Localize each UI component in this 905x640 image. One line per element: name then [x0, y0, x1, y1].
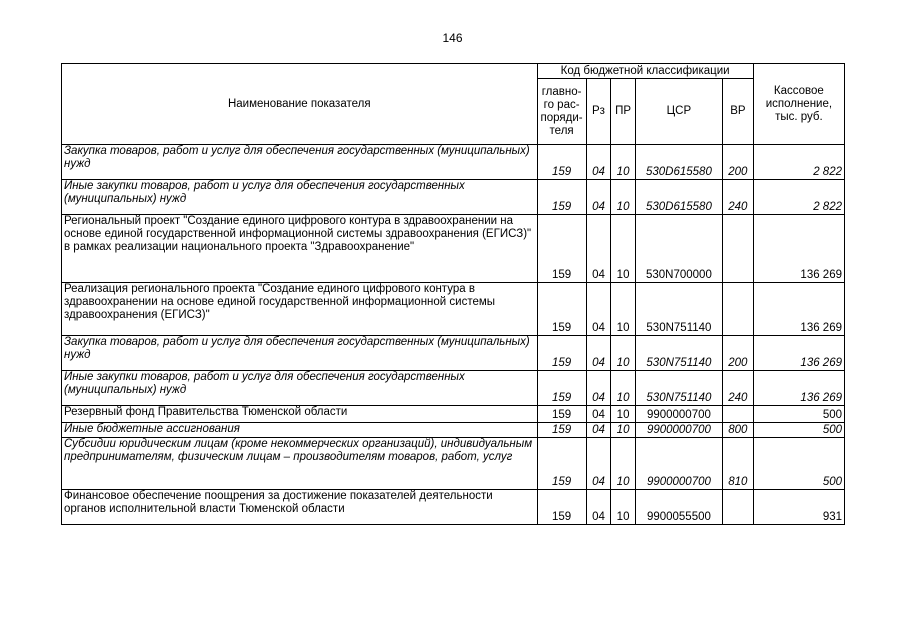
- table-row: [62, 145, 845, 180]
- table-row: [62, 215, 845, 283]
- row-pr: 10: [611, 145, 636, 180]
- row-cash-execution: 136 269: [753, 371, 844, 406]
- row-name: Закупка товаров, работ и услуг для обеспечения государственных (муниципальных) нужд: [62, 336, 538, 371]
- header-budget-code-group: Код бюджетной классификации: [537, 64, 753, 79]
- row-main-manager: 159: [537, 438, 586, 490]
- table-row: [62, 336, 845, 371]
- row-csr: 530N700000: [635, 215, 722, 283]
- row-csr: 9900055500: [635, 490, 722, 525]
- header-vr: ВР: [722, 79, 753, 145]
- row-pr: 10: [611, 438, 636, 490]
- header-csr: ЦСР: [635, 79, 722, 145]
- row-csr: 530N751140: [635, 283, 722, 336]
- row-pr: 10: [611, 336, 636, 371]
- row-cash-execution: 500: [753, 438, 844, 490]
- row-rz: 04: [586, 490, 611, 525]
- row-name: Иные закупки товаров, работ и услуг для обеспечения государственных (муниципальных) нужд: [62, 180, 538, 215]
- row-name: Субсидии юридическим лицам (кроме некоммерческих организаций), индивидуальным предпринимателям, физическим лицам – производителям товаров, работ, услуг: [62, 438, 538, 490]
- budget-table: [61, 63, 845, 525]
- table-row: [62, 283, 845, 336]
- row-name: Закупка товаров, работ и услуг для обеспечения государственных (муниципальных) нужд: [62, 145, 538, 180]
- row-main-manager: 159: [537, 283, 586, 336]
- row-csr: 530D615580: [635, 180, 722, 215]
- row-rz: 04: [586, 145, 611, 180]
- row-rz: 04: [586, 371, 611, 406]
- row-csr: 9900000700: [635, 438, 722, 490]
- header-rz: Рз: [586, 79, 611, 145]
- row-pr: 10: [611, 371, 636, 406]
- row-name: Резервный фонд Правительства Тюменской области: [62, 406, 538, 423]
- row-pr: 10: [611, 180, 636, 215]
- row-vr: [722, 406, 753, 423]
- row-name: Иные закупки товаров, работ и услуг для обеспечения государственных (муниципальных) нужд: [62, 371, 538, 406]
- row-main-manager: 159: [537, 215, 586, 283]
- row-rz: 04: [586, 283, 611, 336]
- row-csr: 530N751140: [635, 336, 722, 371]
- header-main-manager: главно-го рас-поряди-теля: [537, 79, 586, 145]
- row-name: Региональный проект "Создание единого цифрового контура в здравоохранении на основе единой государственной информационной системы здравоохранения (ЕГИСЗ)" в рамках реализации национального проекта "Здравоохранение": [62, 215, 538, 283]
- table-row: [62, 406, 845, 423]
- row-cash-execution: 136 269: [753, 215, 844, 283]
- row-cash-execution: 136 269: [753, 336, 844, 371]
- row-main-manager: 159: [537, 406, 586, 423]
- row-vr: [722, 215, 753, 283]
- table-row: [62, 438, 845, 490]
- row-rz: 04: [586, 336, 611, 371]
- row-main-manager: 159: [537, 423, 586, 438]
- row-cash-execution: 2 822: [753, 180, 844, 215]
- row-main-manager: 159: [537, 180, 586, 215]
- row-csr: 530N751140: [635, 371, 722, 406]
- row-csr: 9900000700: [635, 406, 722, 423]
- row-vr: 200: [722, 336, 753, 371]
- row-vr: 200: [722, 145, 753, 180]
- row-vr: 240: [722, 180, 753, 215]
- row-pr: 10: [611, 490, 636, 525]
- table-row: [62, 490, 845, 525]
- row-csr: 9900000700: [635, 423, 722, 438]
- row-cash-execution: 136 269: [753, 283, 844, 336]
- row-vr: [722, 490, 753, 525]
- row-rz: 04: [586, 406, 611, 423]
- row-vr: 810: [722, 438, 753, 490]
- row-pr: 10: [611, 283, 636, 336]
- header-name: Наименование показателя: [62, 64, 538, 145]
- row-vr: 800: [722, 423, 753, 438]
- row-rz: 04: [586, 180, 611, 215]
- row-rz: 04: [586, 423, 611, 438]
- row-main-manager: 159: [537, 145, 586, 180]
- page-number: 146: [442, 31, 463, 45]
- header-cash-execution: Кассовое исполнение, тыс. руб.: [753, 64, 844, 145]
- row-cash-execution: 2 822: [753, 145, 844, 180]
- table-row: [62, 180, 845, 215]
- row-name: Финансовое обеспечение поощрения за достижение показателей деятельности органов исполнительной власти Тюменской области: [62, 490, 538, 525]
- row-cash-execution: 500: [753, 406, 844, 423]
- row-vr: 240: [722, 371, 753, 406]
- row-rz: 04: [586, 438, 611, 490]
- row-cash-execution: 500: [753, 423, 844, 438]
- table-body: [62, 145, 845, 525]
- table-row: [62, 423, 845, 438]
- row-pr: 10: [611, 215, 636, 283]
- row-pr: 10: [611, 406, 636, 423]
- row-rz: 04: [586, 215, 611, 283]
- row-pr: 10: [611, 423, 636, 438]
- header-pr: ПР: [611, 79, 636, 145]
- row-cash-execution: 931: [753, 490, 844, 525]
- table-row: [62, 371, 845, 406]
- row-main-manager: 159: [537, 336, 586, 371]
- row-vr: [722, 283, 753, 336]
- row-csr: 530D615580: [635, 145, 722, 180]
- row-main-manager: 159: [537, 490, 586, 525]
- table-header: [62, 64, 845, 145]
- row-name: Иные бюджетные ассигнования: [62, 423, 538, 438]
- row-name: Реализация регионального проекта "Создание единого цифрового контура в здравоохранении на основе единой государственной информационной системы здравоохранения (ЕГИСЗ)": [62, 283, 538, 336]
- row-main-manager: 159: [537, 371, 586, 406]
